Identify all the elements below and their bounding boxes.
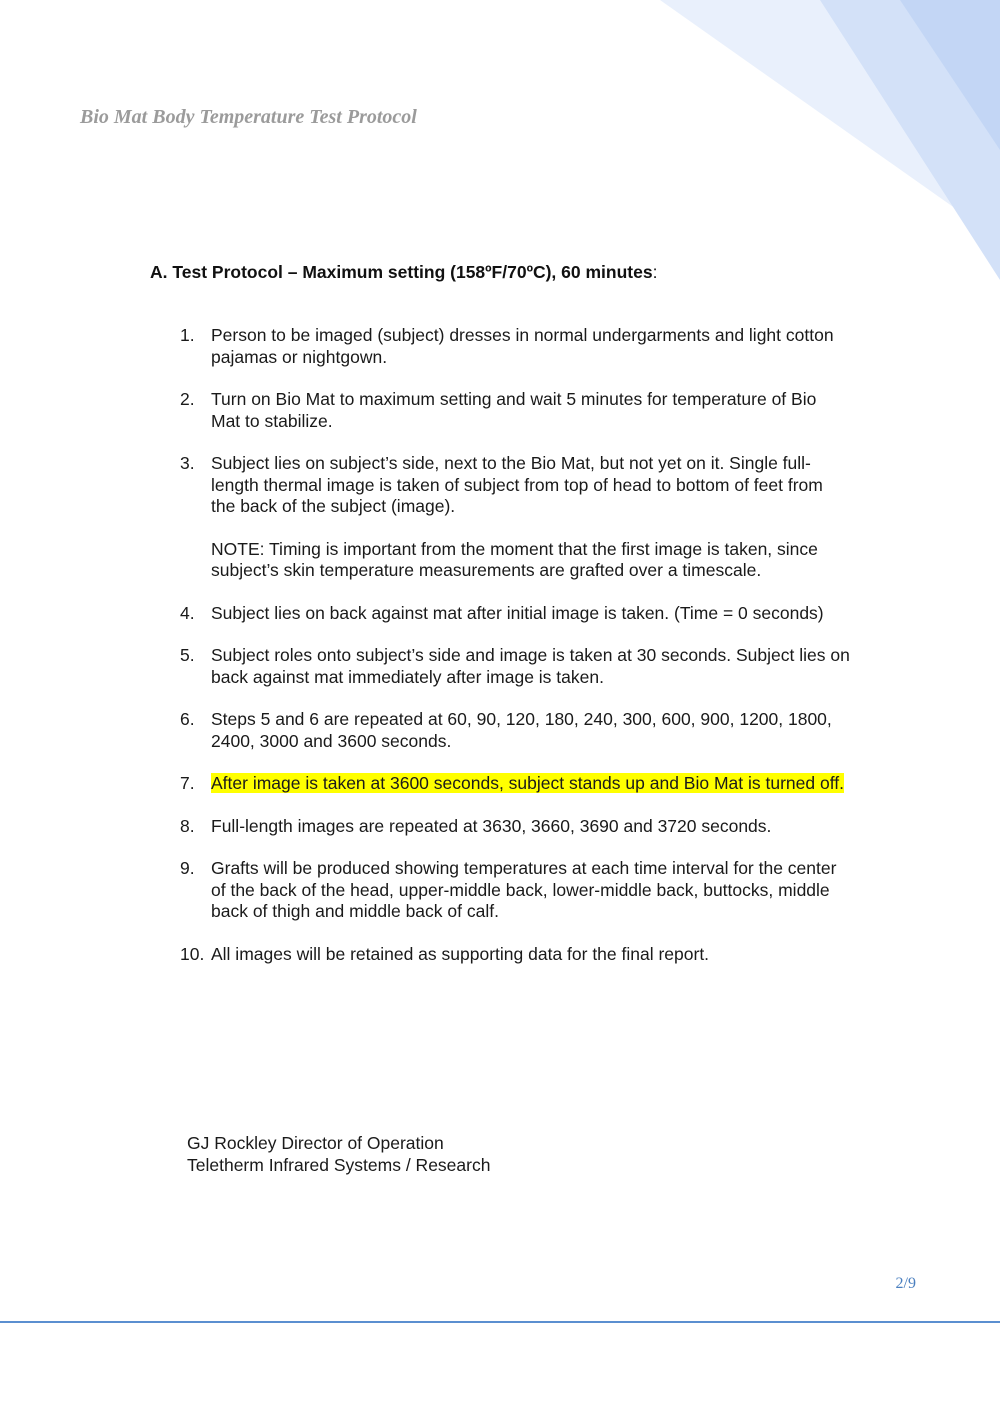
list-item [150,709,850,752]
step-number: 4. [180,602,195,623]
highlighted-text: After image is taken at 3600 seconds, subject stands up and Bio Mat is turned off. [211,773,844,793]
list-item [150,453,850,582]
step-note: NOTE: Timing is important from the moment that the first image is taken, since subject’s skin temperature measurements are grafted over a timescale. [211,538,818,580]
step-text: Turn on Bio Mat to maximum setting and wait 5 minutes for temperature of Bio Mat to stabilize. [211,389,817,431]
step-number: 9. [180,858,195,878]
list-item [150,603,850,625]
page-number: 2/9 [895,1275,916,1292]
protocol-steps-list [150,325,850,986]
step-text: Subject lies on back against mat after initial image is taken. (Time = 0 seconds) [211,602,824,623]
step-text: Grafts will be produced showing temperatures at each time interval for the center of the back of the head, upper-middle back, lower-middle back, buttocks, middle back of thigh and middle back of calf. [211,858,837,921]
step-number: 10. [180,943,205,964]
footer-divider [0,1321,1000,1323]
section-heading-text: A. Test Protocol – Maximum setting (158ºF/70ºC), 60 minutes [150,262,653,282]
signature-block [187,1133,490,1176]
list-item [150,773,850,795]
step-text: Subject lies on subject’s side, next to the Bio Mat, but not yet on it. Single full-length thermal image is taken of subject from top of head to bottom of feet from the back of the subject (image). [211,453,823,516]
list-item [150,816,850,838]
step-number: 6. [180,709,195,729]
signature-organization: Teletherm Infrared Systems / Research [187,1154,491,1175]
step-number: 7. [180,773,195,793]
list-item [150,944,850,966]
step-number: 1. [180,325,195,345]
signature-name: GJ Rockley Director of Operation [187,1133,444,1153]
step-number: 5. [180,645,195,665]
list-item [150,325,850,368]
step-number: 3. [180,453,195,473]
step-number: 8. [180,815,195,836]
step-text: Person to be imaged (subject) dresses in normal undergarments and light cotton pajamas or nightgown. [211,325,834,367]
step-text: Full-length images are repeated at 3630, 3660, 3690 and 3720 seconds. [211,815,772,836]
corner-decoration [0,0,1000,300]
step-text: Steps 5 and 6 are repeated at 60, 90, 120, 180, 240, 300, 600, 900, 1200, 1800, 2400, 3000 and 3600 seconds. [211,709,832,751]
section-heading [150,262,657,283]
step-text: Subject roles onto subject’s side and image is taken at 30 seconds. Subject lies on back against mat immediately after image is taken. [211,645,850,687]
section-heading-colon: : [652,262,658,282]
list-item [150,645,850,688]
list-item [150,389,850,432]
list-item [150,858,850,923]
step-text: All images will be retained as supporting data for the final report. [211,943,710,964]
step-text-highlighted [211,773,850,795]
step-number: 2. [180,389,195,409]
document-header-title: Bio Mat Body Temperature Test Protocol [80,106,417,128]
